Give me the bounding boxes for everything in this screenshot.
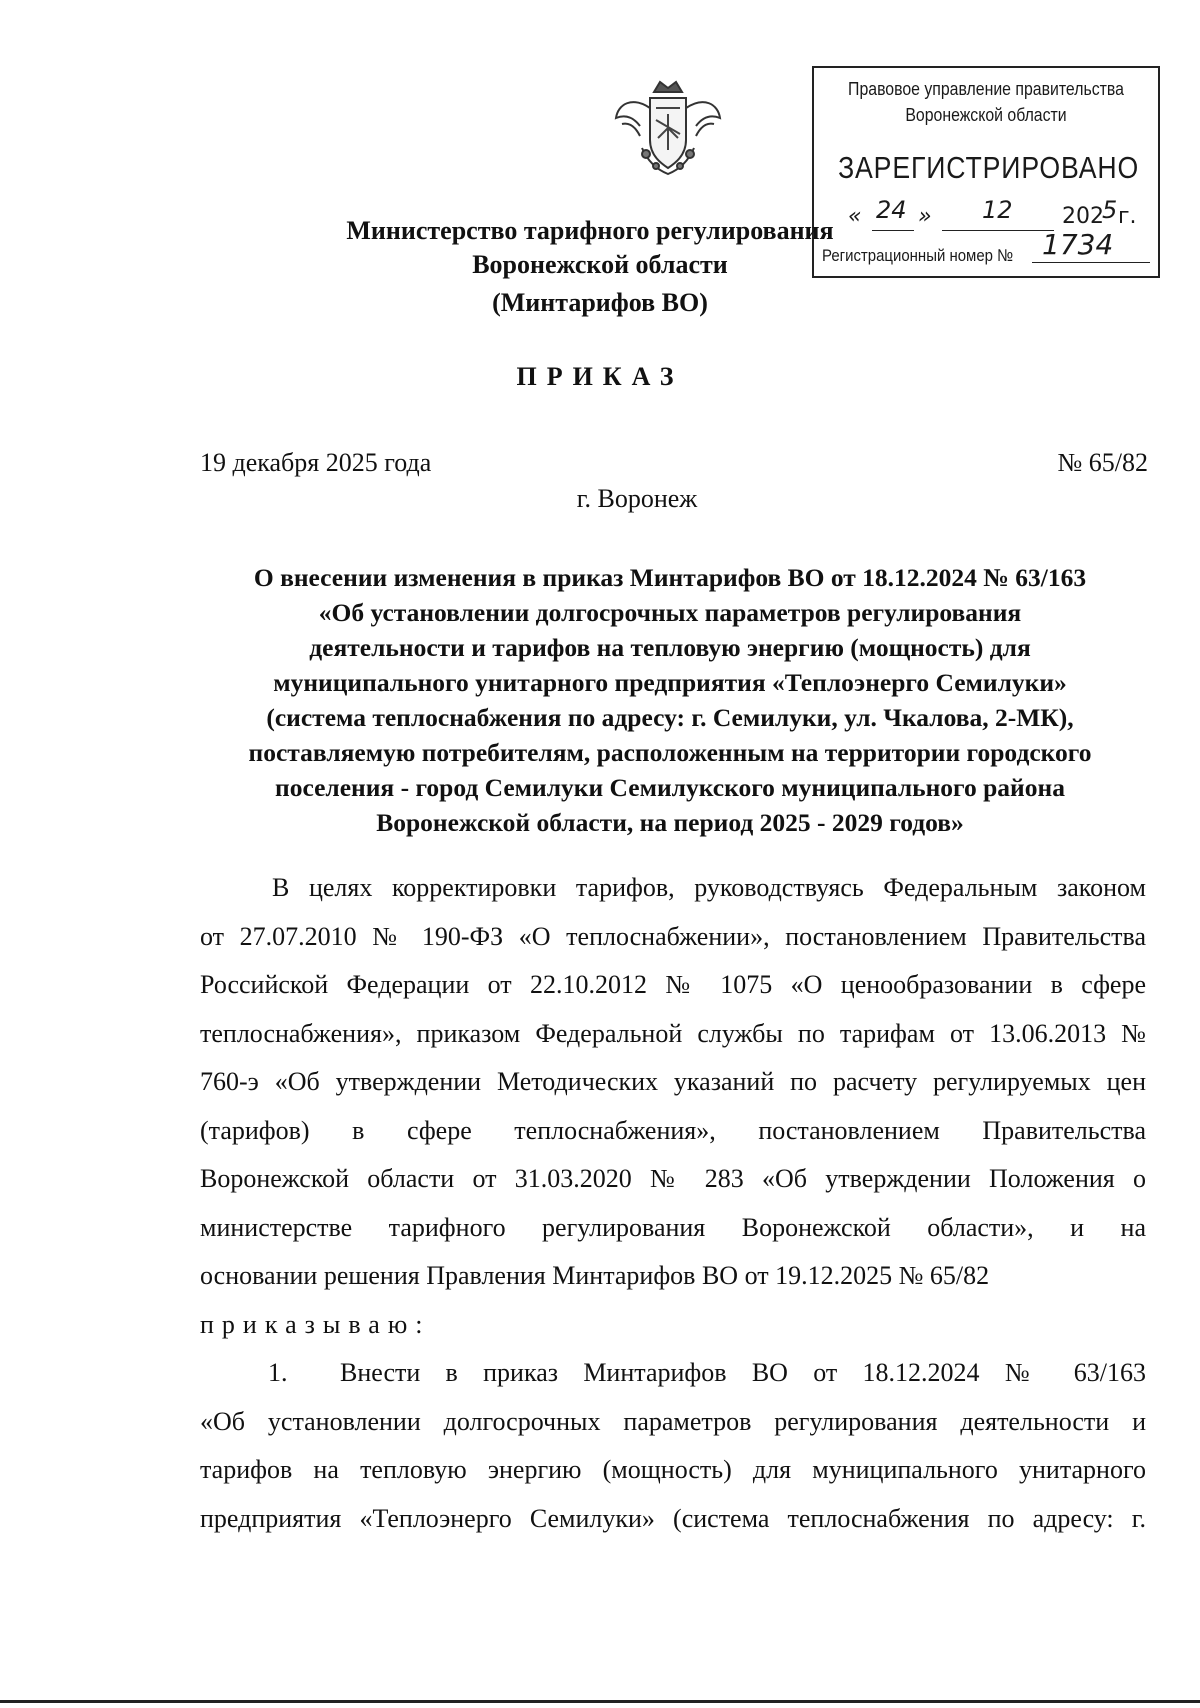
stamp-day: 24 [876,196,907,224]
order-city: г. Воронеж [576,484,698,513]
stamp-year-prefix: 202 [1062,204,1104,229]
document-heading [200,560,1140,840]
preamble-paragraph [200,864,1146,1349]
heading-line: деятельности и тарифов на тепловую энергию (мощность) для [309,633,1031,662]
order-word: приказываю: [200,1309,431,1339]
ministry-name: Министерство тарифного регулирования [346,216,834,245]
order-date: 19 декабря 2025 года [200,448,432,477]
item1-line: тарифов на тепловую энергию (мощность) для муниципального унитарного [200,1455,1146,1484]
stamp-month: 12 [982,196,1013,224]
preamble-line: министерстве тарифного регулирования Воронежской области», и на [200,1212,1146,1242]
coat-of-arms-emblem [612,78,724,183]
order-item-1 [200,1349,1146,1543]
heading-line: муниципального унитарного предприятия «Теплоэнерго Семилуки» [273,668,1067,697]
item1-first-row [200,1349,1146,1398]
heading-line: поселения - город Семилуки Семилукского муниципального района [275,773,1065,802]
coat-of-arms-icon [612,78,724,178]
order-title: ПРИКАЗ [516,362,684,391]
stamp-org-line1: Правовое управление правительства [848,79,1124,99]
item1-number: 1. [268,1358,288,1387]
page-bottom-border [0,1700,1200,1703]
stamp-year-unit: г. [1118,204,1137,229]
heading-line: поставляемую потребителям, расположенным на территории городского [248,738,1092,767]
preamble-line: В целях корректировки тарифов, руководствуясь Федеральным законом [272,873,1146,902]
order-number: № 65/82 [1057,448,1148,477]
item1-line: предприятия «Теплоэнерго Семилуки» (система теплоснабжения по адресу: г. [200,1503,1146,1533]
stamp-reg-label: Регистрационный номер № [822,246,1014,265]
preamble-line: Воронежской области от 31.03.2020 № 283 «Об утверждении Положения о [200,1164,1146,1193]
stamp-quote-open: « [848,204,862,229]
preamble-line: теплоснабжения», приказом Федеральной службы по тарифам от 13.06.2013 № [200,1018,1146,1048]
ministry-abbr: (Минтарифов ВО) [492,288,708,317]
heading-line: (система теплоснабжения по адресу: г. Семилуки, ул. Чкалова, 2-МК), [266,703,1074,732]
preamble-line: 760-э «Об утверждении Методических указаний по расчету регулируемых цен [200,1067,1146,1096]
item1-first-line: Внести в приказ Минтарифов ВО от 18.12.2024 № 63/163 [340,1358,1146,1387]
stamp-year-suffix: 5 [1102,196,1118,224]
heading-line: Воронежской области, на период 2025 - 2029 годов» [376,808,964,837]
ministry-header [0,214,1200,320]
stamp-title: ЗАРЕГИСТРИРОВАНО [838,150,1140,185]
stamp-organization [835,76,1138,128]
stamp-quote-close: » [918,204,932,229]
preamble-line: от 27.07.2010 № 190-ФЗ «О теплоснабжении», постановлением Правительства [200,921,1146,951]
stamp-reg-number: 1734 [1042,228,1114,261]
item1-line: «Об установлении долгосрочных параметров регулирования деятельности и [200,1406,1146,1436]
heading-line: О внесении изменения в приказ Минтарифов ВО от 18.12.2024 № 63/163 [253,563,1087,592]
preamble-line: основании решения Правления Минтарифов ВО от 19.12.2025 № 65/82 [200,1261,990,1290]
stamp-org-line2: Воронежской области [905,105,1067,125]
ministry-region: Воронежской области [472,250,728,279]
preamble-line: Российской Федерации от 22.10.2012 № 1075 «О ценообразовании в сфере [200,970,1146,999]
preamble-line: (тарифов) в сфере теплоснабжения», постановлением Правительства [200,1115,1146,1145]
heading-line: «Об установлении долгосрочных параметров регулирования [318,598,1022,627]
